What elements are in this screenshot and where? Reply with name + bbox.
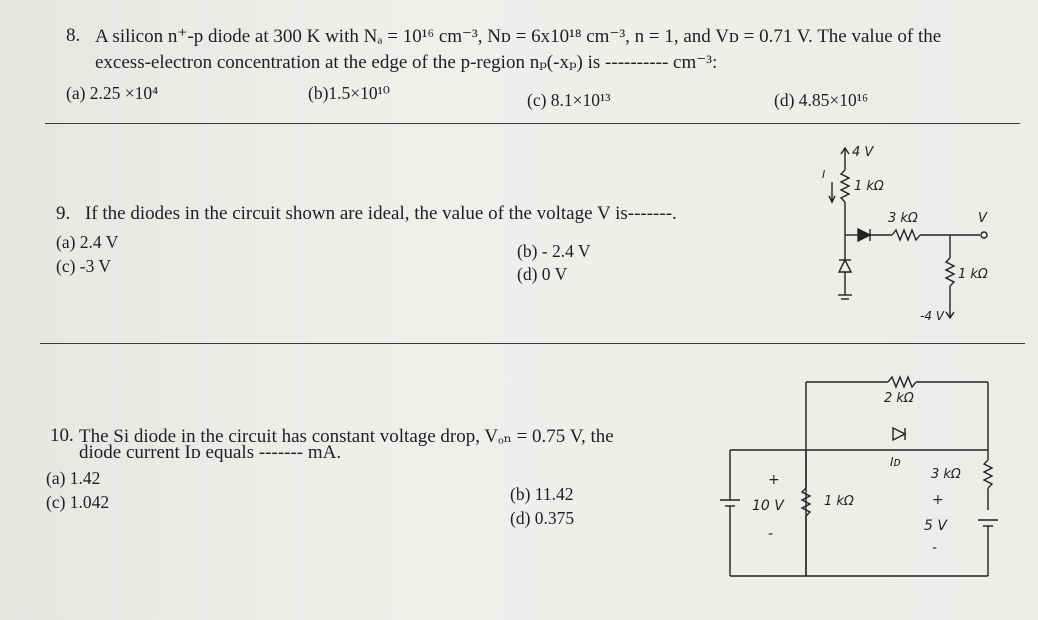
q9-v-bottom-label: -4 V [920, 309, 944, 323]
q10-src2-minus: - [932, 540, 938, 556]
q9-option-c: (c) -3 V [56, 256, 112, 276]
q10-r-top-label: 2 kΩ [884, 391, 914, 406]
q8-text-line2: excess-electron concentration at the edge of the p-region nₚ(-xₚ) is ---------- cm⁻³: [95, 52, 718, 73]
divider-1 [45, 123, 1020, 124]
q9-option-a: (a) 2.4 V [56, 232, 119, 252]
q10-option-a: (a) 1.42 [46, 468, 101, 488]
q10-src1-minus: - [768, 526, 774, 542]
q10-diode-current-label: Iᴅ [890, 455, 901, 469]
q10-circuit-diagram [716, 360, 1016, 580]
q9-current-label: I [822, 168, 826, 181]
q9-r2-label: 3 kΩ [888, 211, 918, 226]
q8-option-b: (b)1.5×10¹⁰ [308, 83, 390, 103]
q10-r-right-label: 3 kΩ [931, 467, 961, 482]
q9-circuit-diagram [800, 140, 1010, 330]
q8-option-c: (c) 8.1×10¹³ [527, 90, 611, 110]
q10-number: 10. [50, 425, 74, 446]
q9-output-label: V [978, 211, 987, 226]
q10-option-b: (b) 11.42 [510, 484, 574, 504]
q9-number: 9. [56, 203, 71, 224]
q9-option-b: (b) - 2.4 V [517, 241, 591, 261]
q10-src1-label: 10 V [752, 498, 784, 514]
q9-r1-label: 1 kΩ [854, 179, 884, 194]
q10-src2-plus: + [932, 492, 944, 508]
q10-r-mid-label: 1 kΩ [824, 494, 854, 509]
q10-src1-plus: + [768, 472, 780, 488]
q8-number: 8. [66, 25, 81, 46]
q10-src2-label: 5 V [924, 518, 947, 534]
q9-r3-label: 1 kΩ [958, 267, 988, 282]
divider-2 [40, 343, 1025, 344]
q10-text-line1: The Si diode in the circuit has constant voltage drop, Vₒₙ = 0.75 V, the [79, 426, 614, 447]
q9-text: If the diodes in the circuit shown are ideal, the value of the voltage V is-------. [85, 203, 677, 224]
q10-option-d: (d) 0.375 [510, 508, 575, 528]
q10-text-line2: diode current Iᴅ equals ------- mA. [79, 442, 342, 463]
q8-option-a: (a) 2.25 ×10⁴ [66, 83, 159, 103]
q8-text-line1: A silicon n⁺-p diode at 300 K with Nₐ = 10¹⁶ cm⁻³, Nᴅ = 6x10¹⁸ cm⁻³, n = 1, and Vᴅ = 0.71 V. The value of the [95, 26, 942, 47]
q9-option-d: (d) 0 V [517, 264, 568, 284]
q10-option-c: (c) 1.042 [46, 492, 110, 512]
q8-option-d: (d) 4.85×10¹⁶ [774, 90, 869, 110]
q9-v-top-label: 4 V [852, 145, 874, 160]
